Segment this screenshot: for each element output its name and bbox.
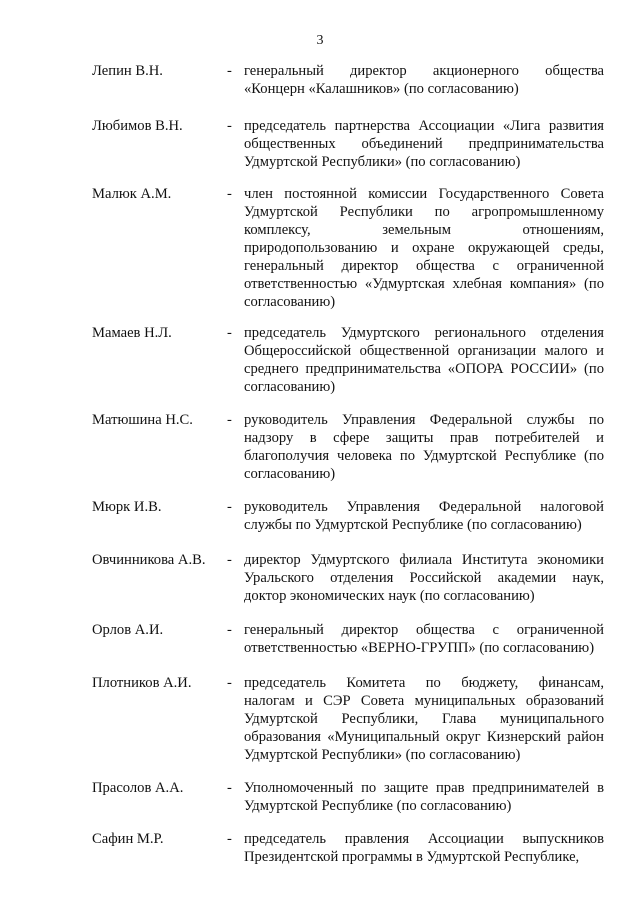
position-line: среднего предпринимательства «ОПОРА РОССИИ» (по [244,361,604,377]
position-line: согласованию) [244,379,336,395]
position-line: член постоянной комиссии Государственного Совета [244,186,604,202]
position-line: ответственностью «ВЕРНО-ГРУПП» (по согласованию) [244,640,595,656]
position-line: председатель партнерства Ассоциации «Лига развития [244,118,604,134]
position-line: руководитель Управления Федеральной службы по [244,412,604,428]
position-line: благополучия человека по Удмуртской Республике (по [244,448,604,464]
member-name: Прасолов А.А. [92,780,184,796]
position-line: службы по Удмуртской Республике (по согласованию) [244,517,582,533]
position-line: образования «Муниципальный округ Кизнерский район [244,729,604,745]
position-line: доктор экономических наук (по согласованию) [244,588,535,604]
position-line: руководитель Управления Федеральной налоговой [244,499,604,515]
entry-dash: - [227,118,232,134]
member-position [244,324,604,396]
position-line: Общероссийской общественной организации малого и [244,343,604,359]
member-name: Малюк А.М. [92,186,172,202]
entry-dash: - [227,63,232,79]
member-name: Лепин В.Н. [92,63,163,79]
entry-dash: - [227,675,232,691]
entry-dash: - [227,186,232,202]
member-position [244,498,604,534]
member-name: Матюшина Н.С. [92,412,193,428]
member-name: Овчинникова А.В. [92,552,206,568]
position-line: природопользованию и охране окружающей среды, [244,240,604,256]
member-position [244,830,604,866]
position-line: Удмуртской Республики» (по согласованию) [244,154,521,170]
entry-dash: - [227,499,232,515]
position-line: налогам и СЭР Совета муниципальных образований [244,693,604,709]
position-line: Удмуртской Республики, Глава муниципального [244,711,604,727]
member-position [244,674,604,764]
entry-dash: - [227,622,232,638]
member-position [244,779,604,815]
position-line: комплексу, земельным отношениям, [244,222,604,238]
member-name: Плотников А.И. [92,675,192,691]
position-line: Удмуртской Республики по агропромышленному [244,204,604,220]
entry-dash: - [227,780,232,796]
member-position [244,411,604,483]
member-position [244,117,604,171]
entry-dash: - [227,552,232,568]
position-line: ответственностью «Удмуртская хлебная компания» (по [244,276,604,292]
position-line: председатель Комитета по бюджету, финансам, [244,675,604,691]
member-name: Сафин М.Р. [92,831,164,847]
member-position [244,185,604,311]
position-line: председатель правления Ассоциации выпускников [244,831,604,847]
member-name: Орлов А.И. [92,622,164,638]
member-name: Мюрк И.В. [92,499,162,515]
member-position [244,621,604,657]
position-line: генеральный директор акционерного общества [244,63,604,79]
position-line: согласованию) [244,294,336,310]
position-line: Удмуртской Республики» (по согласованию) [244,747,521,763]
entry-dash: - [227,831,232,847]
entry-dash: - [227,325,232,341]
member-position [244,551,604,605]
position-line: общественных объединений предпринимательства [244,136,604,152]
member-name: Мамаев Н.Л. [92,325,172,341]
position-line: генеральный директор общества с ограниченной [244,622,604,638]
member-position [244,62,604,98]
position-line: «Концерн «Калашников» (по согласованию) [244,81,519,97]
position-line: директор Удмуртского филиала Института экономики [244,552,604,568]
position-line: Удмуртской Республике (по согласованию) [244,798,512,814]
position-line: председатель Удмуртского регионального отделения [244,325,604,341]
member-name: Любимов В.Н. [92,118,183,134]
page-number: 3 [316,33,324,48]
position-line: Уполномоченный по защите прав предпринимателей в [244,780,604,796]
position-line: согласованию) [244,466,336,482]
entry-dash: - [227,412,232,428]
position-line: надзору в сфере защиты прав потребителей и [244,430,604,446]
position-line: генеральный директор общества с ограниченной [244,258,604,274]
position-line: Уральского отделения Российской академии наук, [244,570,604,586]
position-line: Президентской программы в Удмуртской Республике, [244,849,580,865]
